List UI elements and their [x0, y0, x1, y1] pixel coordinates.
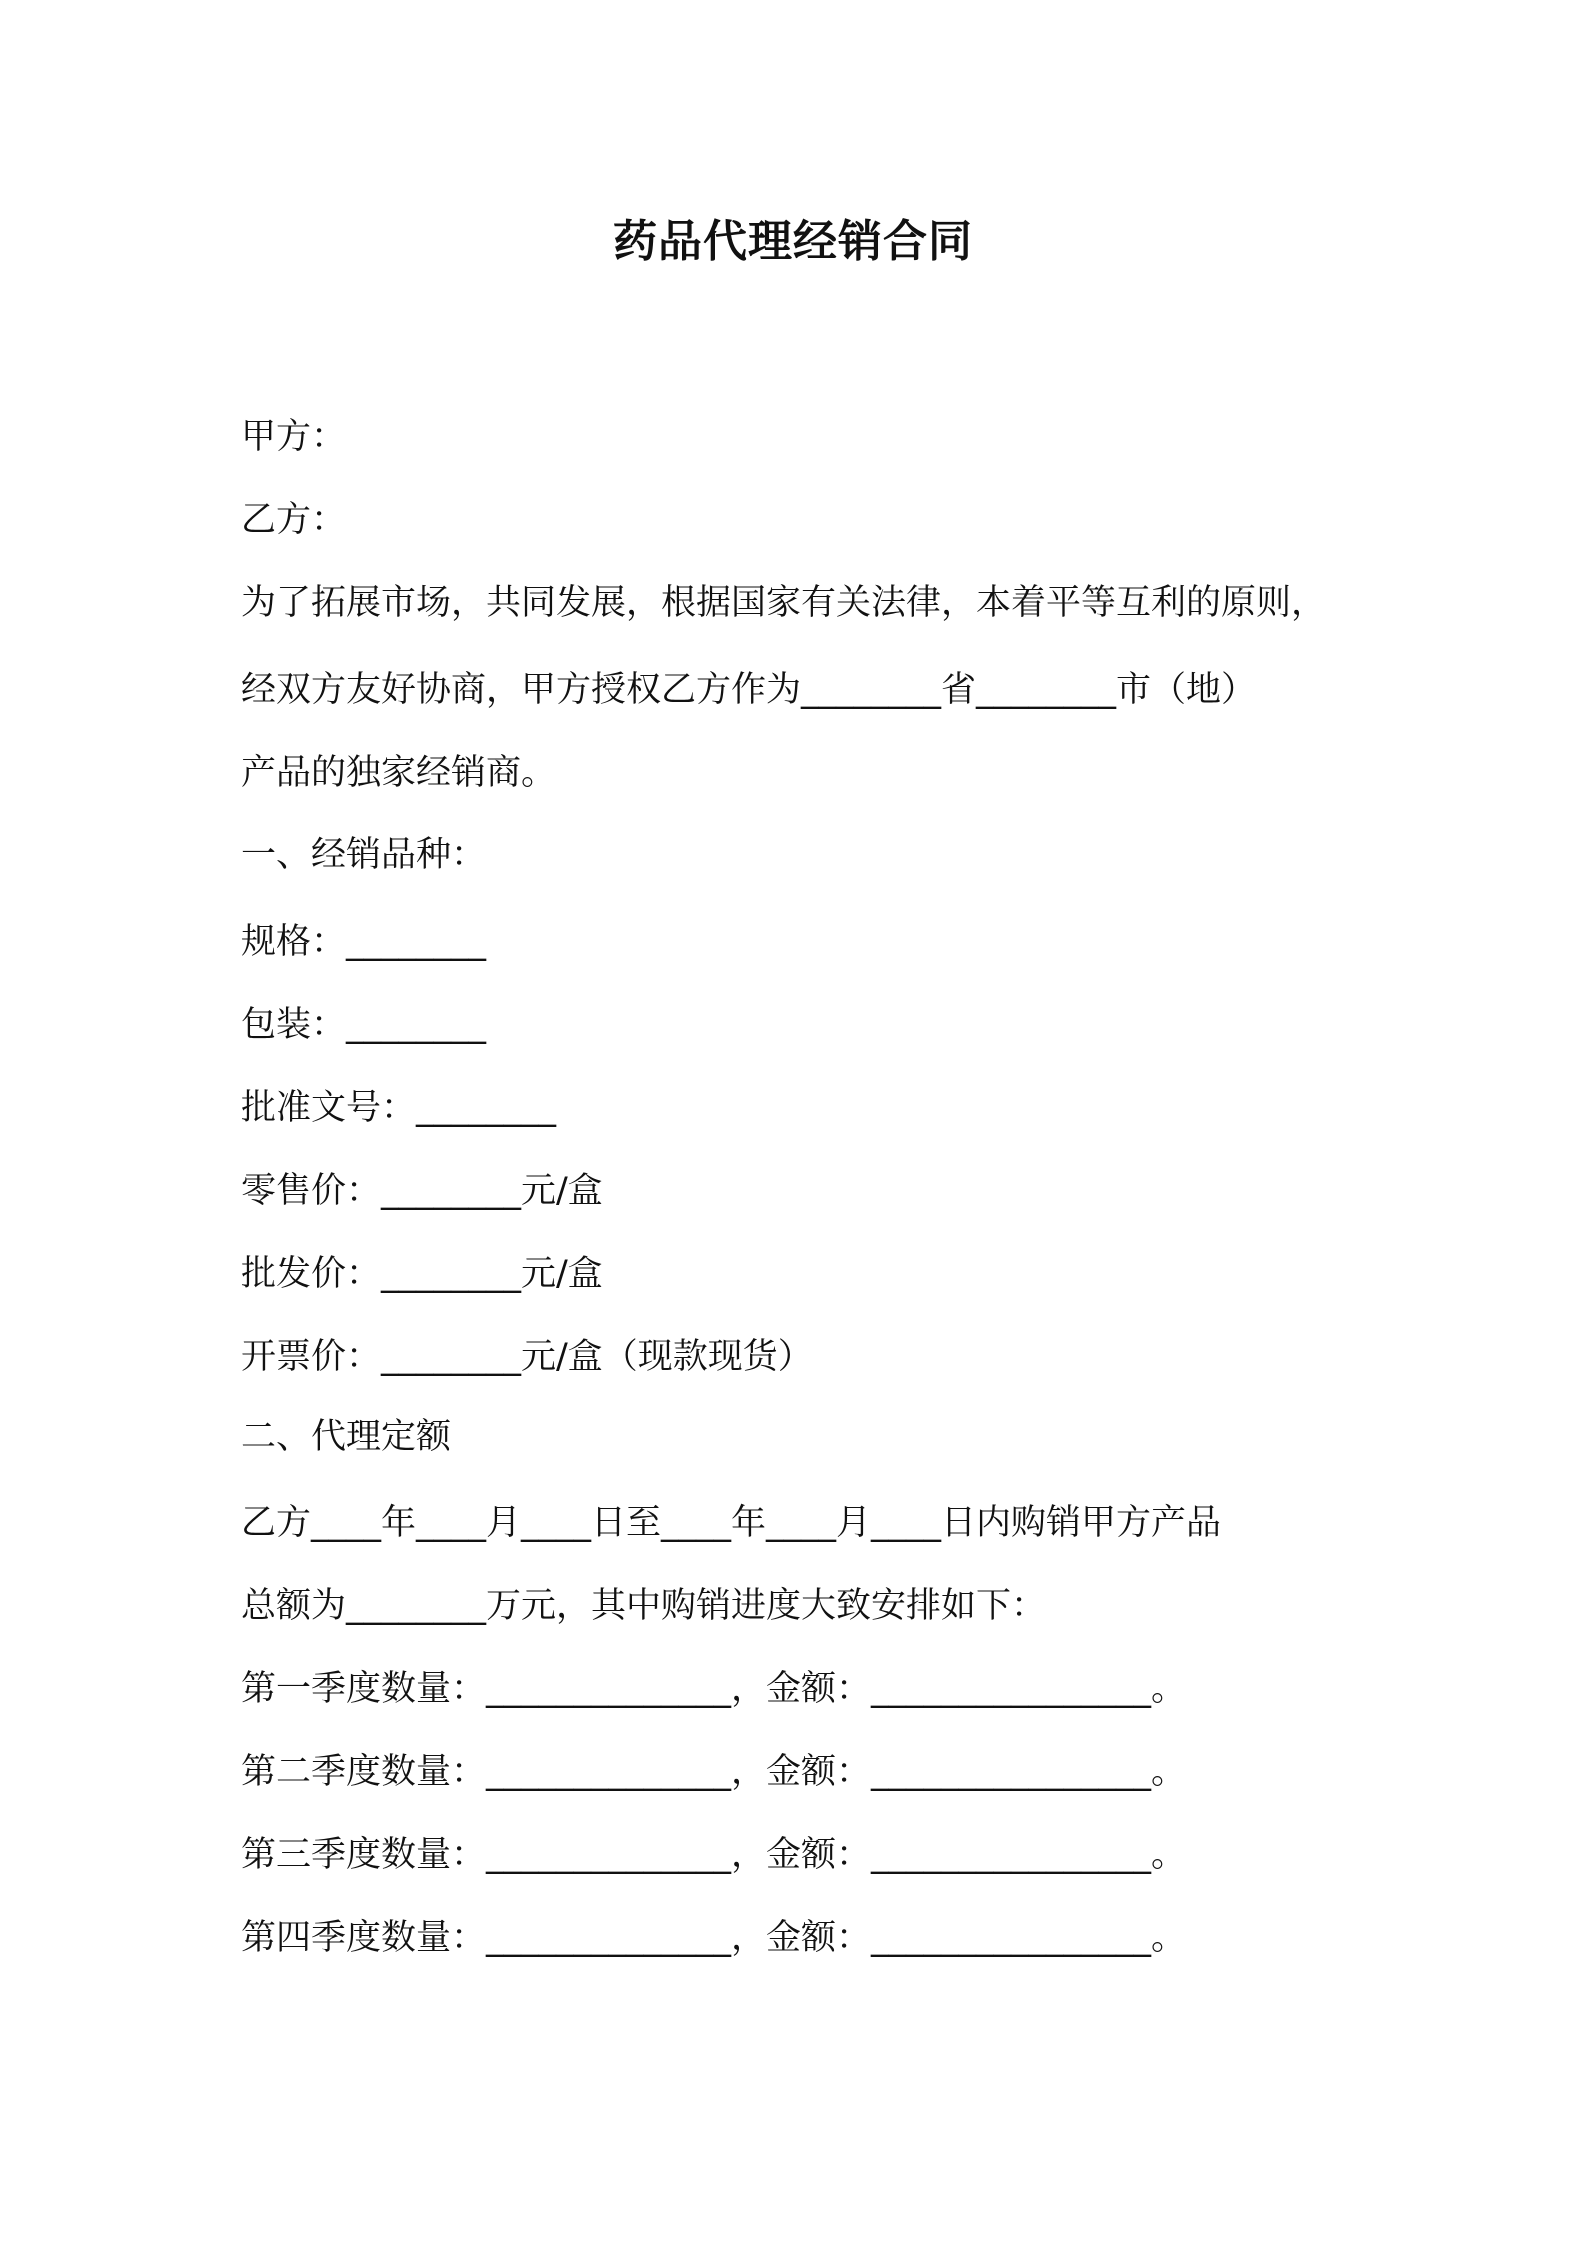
- preamble-line-3: 产品的独家经销商。: [241, 753, 557, 793]
- invoice-price-field: 开票价：________元/盒（现款现货）: [241, 1337, 813, 1377]
- approval-number-field: 批准文号：________: [241, 1088, 557, 1128]
- document-title: 药品代理经销合同: [613, 216, 973, 267]
- quarter-3-line: 第三季度数量：______________，金额：________________。: [241, 1835, 1187, 1875]
- wholesale-price-field: 批发价：________元/盒: [241, 1254, 603, 1294]
- section-2-heading: 二、代理定额: [241, 1417, 452, 1457]
- party-a-line: 甲方：: [241, 417, 347, 457]
- section-1-heading: 一、经销品种：: [241, 835, 487, 875]
- quota-period-line: 乙方____年____月____日至____年____月____日内购销甲方产品: [241, 1503, 1222, 1543]
- preamble-line-1: 为了拓展市场，共同发展，根据国家有关法律，本着平等互利的原则，: [241, 583, 1327, 623]
- quarter-1-line: 第一季度数量：______________，金额：________________。: [241, 1669, 1187, 1709]
- packaging-field: 包装：________: [241, 1005, 487, 1045]
- quarter-2-line: 第二季度数量：______________，金额：________________。: [241, 1752, 1187, 1792]
- party-b-line: 乙方：: [241, 500, 347, 540]
- preamble-line-2: 经双方友好协商，甲方授权乙方作为________省________市（地）: [241, 670, 1257, 710]
- retail-price-field: 零售价：________元/盒: [241, 1171, 603, 1211]
- spec-field: 规格：________: [241, 922, 487, 962]
- quota-total-line: 总额为________万元，其中购销进度大致安排如下：: [241, 1586, 1047, 1626]
- quarter-4-line: 第四季度数量：______________，金额：________________。: [241, 1918, 1187, 1958]
